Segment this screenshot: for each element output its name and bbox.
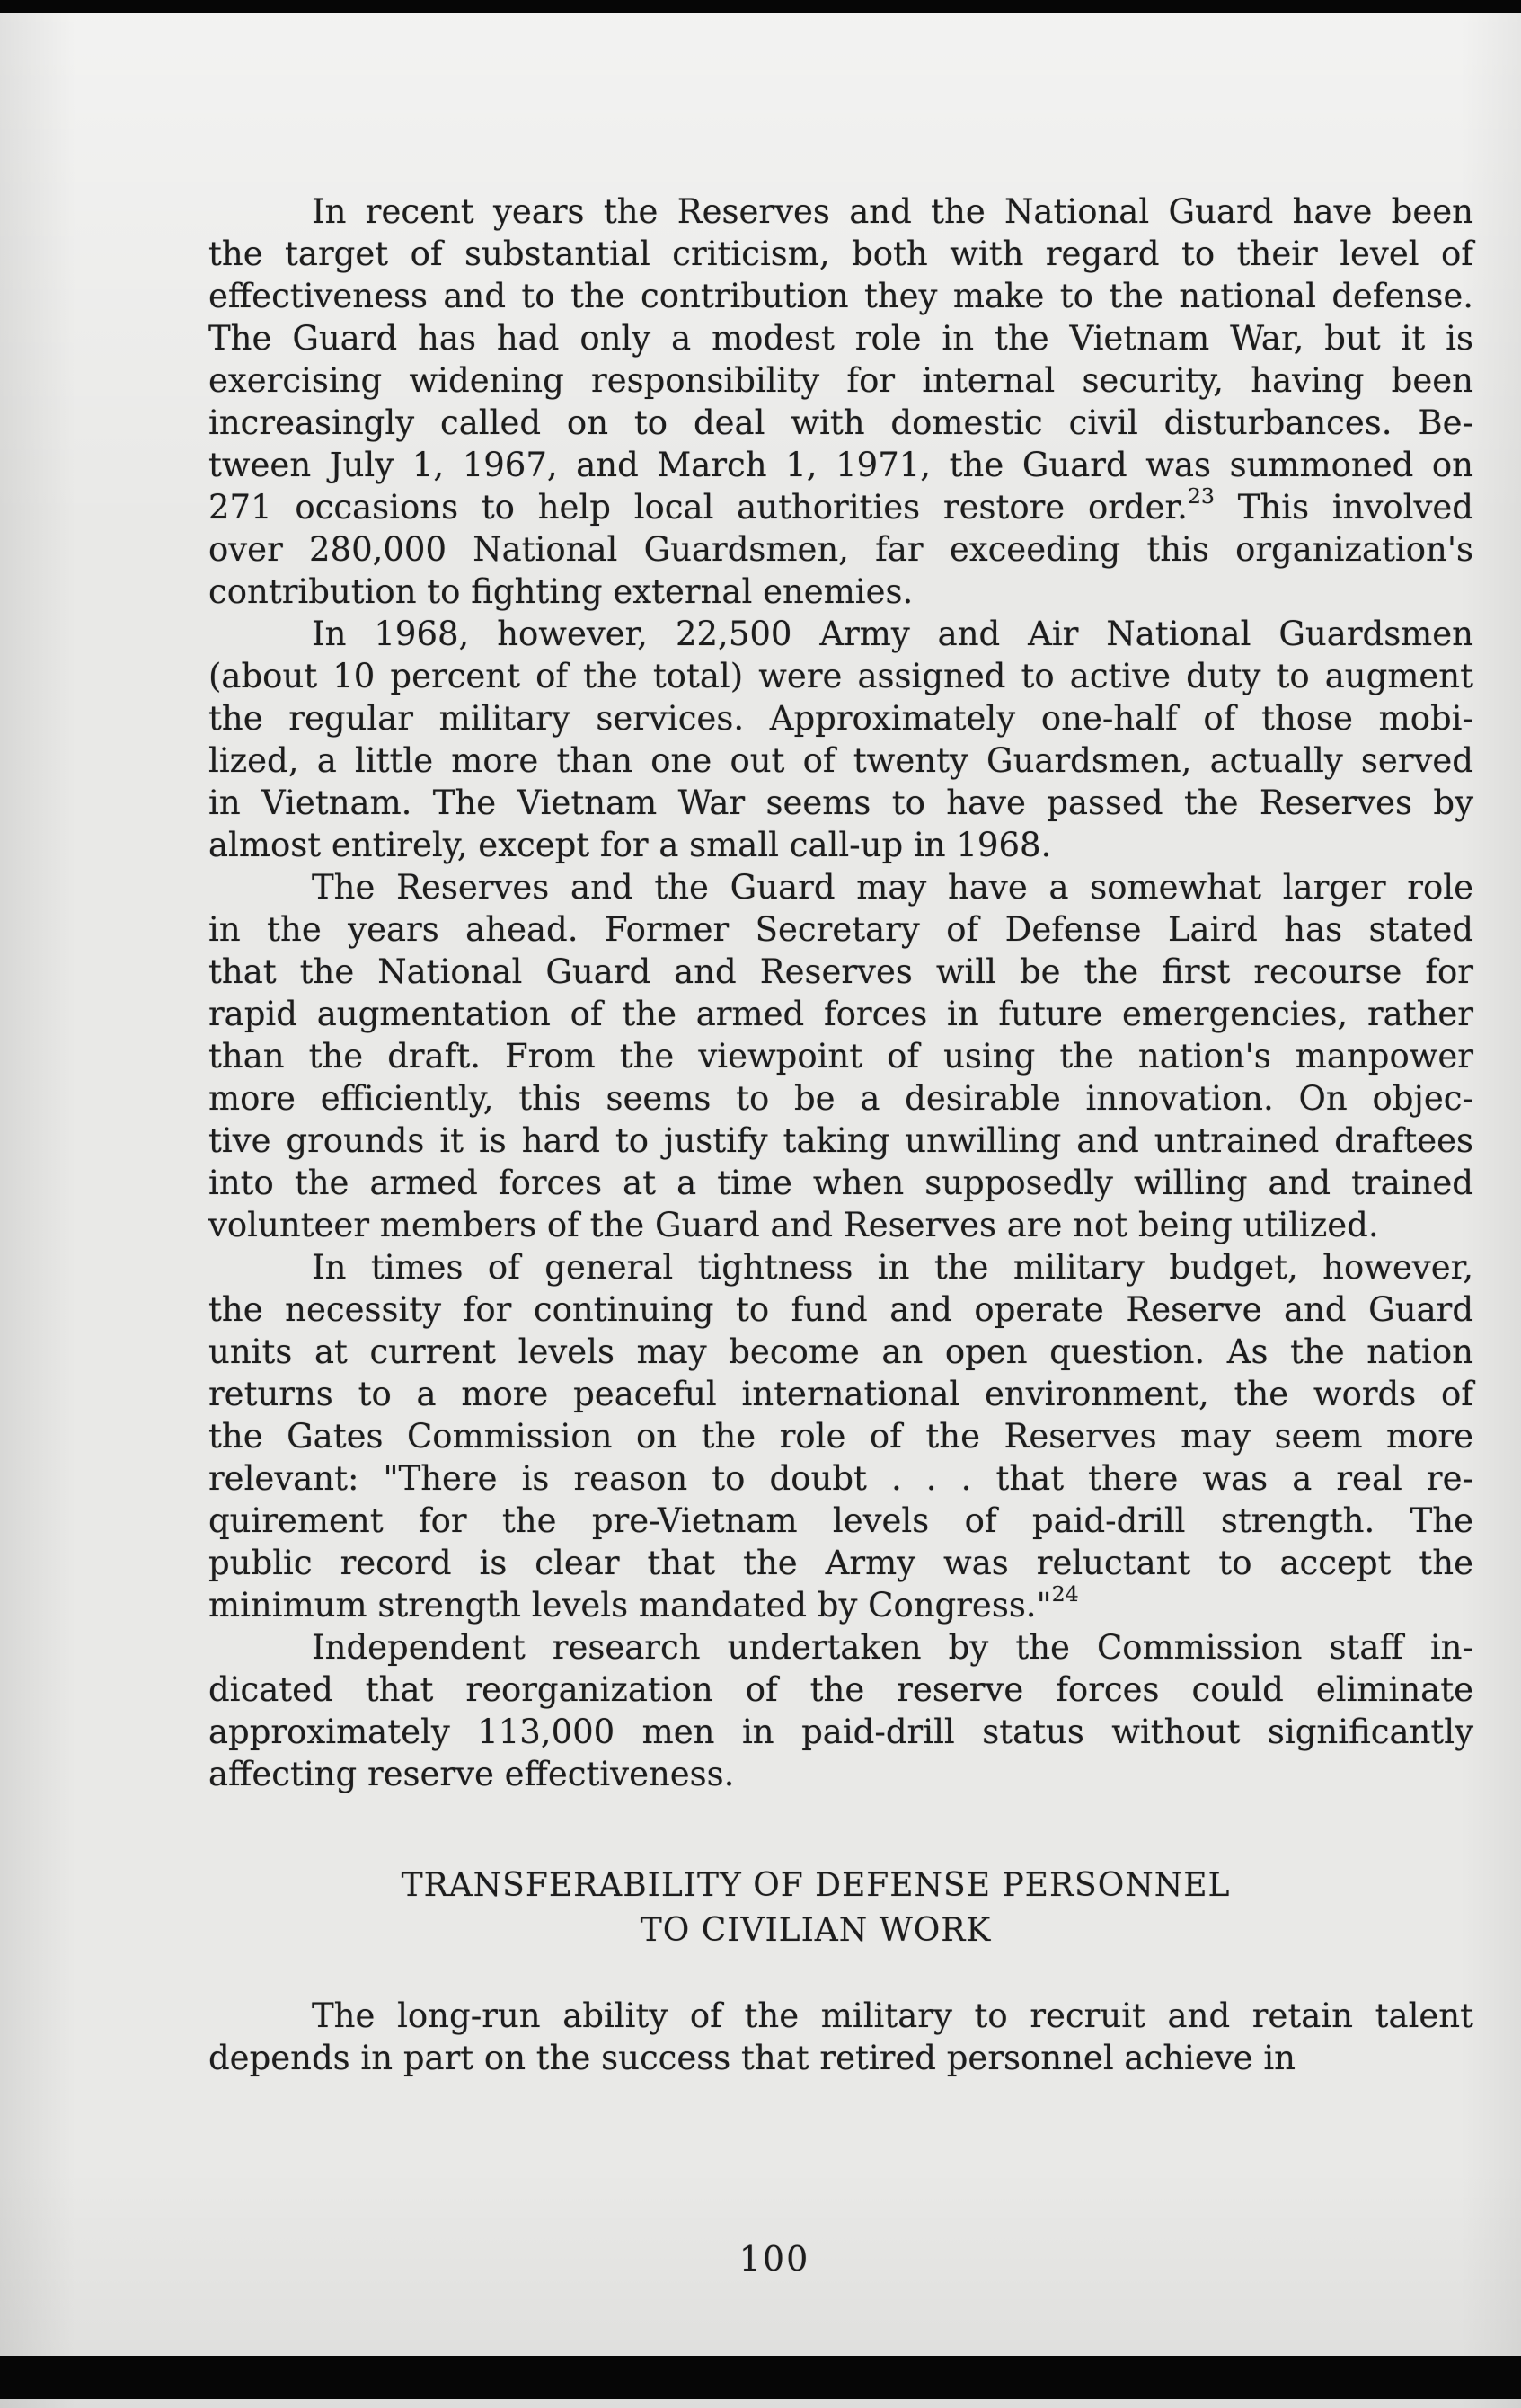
text-line: the necessity for continuing to fund and operate Reserve and Guard [208, 1290, 1473, 1329]
paragraph [208, 1246, 1473, 1626]
text-line: units at current levels may become an open question. As the nation [208, 1332, 1473, 1371]
text-line: volunteer members of the Guard and Reserves are not being utilized. [208, 1206, 1379, 1244]
text-line: over 280,000 National Guardsmen, far exceeding this organization's [208, 530, 1473, 569]
main-paragraphs [208, 190, 1473, 1795]
text-line: the regular military services. Approximately one-half of those mobi- [208, 699, 1473, 738]
paragraph [208, 866, 1473, 1246]
text-line: more efficiently, this seems to be a desirable innovation. On objec- [208, 1079, 1473, 1118]
section-heading-line-2: TO CIVILIAN WORK [640, 1912, 992, 1949]
text-line: affecting reserve effectiveness. [208, 1755, 735, 1793]
text-line: In recent years the Reserves and the National Guard have been [312, 192, 1473, 231]
text-line: relevant: "There is reason to doubt . . . that there was a real re- [208, 1459, 1473, 1498]
footnote-ref: 24 [1051, 1580, 1079, 1607]
text-line: into the armed forces at a time when supposedly willing and trained [208, 1164, 1473, 1202]
text-line: effectiveness and to the contribution they make to the national defense. [208, 277, 1473, 315]
scan-edge-top [0, 0, 1521, 13]
scan-edge-bottom [0, 2356, 1521, 2399]
paragraph [208, 613, 1473, 866]
text-line: contribution to fighting external enemies. [208, 572, 914, 611]
text-line: tive grounds it is hard to justify taking unwilling and untrained draftees [208, 1121, 1473, 1160]
text-line: rapid augmentation of the armed forces in future emergencies, rather [208, 995, 1473, 1033]
section-heading [183, 1864, 1448, 1953]
text-line: The Reserves and the Guard may have a somewhat larger role [312, 868, 1473, 907]
text-line: approximately 113,000 men in paid-drill status without significantly [208, 1713, 1473, 1751]
text-line: public record is clear that the Army was reluctant to accept the [208, 1544, 1473, 1582]
paragraph [208, 190, 1473, 613]
paragraph [208, 1995, 1473, 2079]
text-line: In times of general tightness in the military budget, however, [312, 1248, 1473, 1287]
text-line: minimum strength levels mandated by Congress."$^{24}$ [208, 1580, 1079, 1625]
text-line: in the years ahead. Former Secretary of Defense Laird has stated [208, 910, 1473, 949]
text-line: returns to a more peaceful international environment, the words of [208, 1375, 1473, 1413]
text-line: quirement for the pre-Vietnam levels of paid-drill strength. The [208, 1501, 1473, 1540]
body-text [208, 190, 1473, 2079]
text-line: the Gates Commission on the role of the Reserves may seem more [208, 1417, 1473, 1456]
text-line: almost entirely, except for a small call-up in 1968. [208, 826, 1052, 864]
text-line: exercising widening responsibility for internal security, having been [208, 361, 1473, 400]
text-line: Independent research undertaken by the Commission staff in- [312, 1628, 1473, 1667]
text-line: increasingly called on to deal with domestic civil disturbances. Be- [208, 403, 1473, 442]
paragraph [208, 1626, 1473, 1795]
text-line: that the National Guard and Reserves will be the first recourse for [208, 952, 1473, 991]
text-line: depends in part on the success that retired personnel achieve in [208, 2039, 1296, 2077]
text-line: in Vietnam. The Vietnam War seems to have passed the Reserves by [208, 783, 1473, 822]
text-line: The Guard has had only a modest role in the Vietnam War, but it is [208, 319, 1473, 358]
text-line: 271 occasions to help local authorities restore order.$^{23}$ This involved [208, 482, 1473, 527]
footnote-ref: 23 [1187, 482, 1215, 509]
text-line: the target of substantial criticism, both with regard to their level of [208, 235, 1473, 273]
text-line: lized, a little more than one out of twenty Guardsmen, actually served [208, 741, 1473, 780]
text-line: dicated that reorganization of the reserve forces could eliminate [208, 1670, 1473, 1709]
section-heading-line-1: TRANSFERABILITY OF DEFENSE PERSONNEL [401, 1867, 1231, 1904]
text-line: tween July 1, 1967, and March 1, 1971, the Guard was summoned on [208, 446, 1473, 484]
text-line: than the draft. From the viewpoint of using the nation's manpower [208, 1037, 1473, 1076]
text-line: In 1968, however, 22,500 Army and Air National Guardsmen [312, 615, 1473, 653]
text-line: The long-run ability of the military to recruit and retain talent [312, 1996, 1473, 2035]
closing-paragraph [208, 1995, 1473, 2079]
text-line: (about 10 percent of the total) were assigned to active duty to augment [208, 657, 1473, 695]
page-number: 100 [738, 2239, 810, 2279]
